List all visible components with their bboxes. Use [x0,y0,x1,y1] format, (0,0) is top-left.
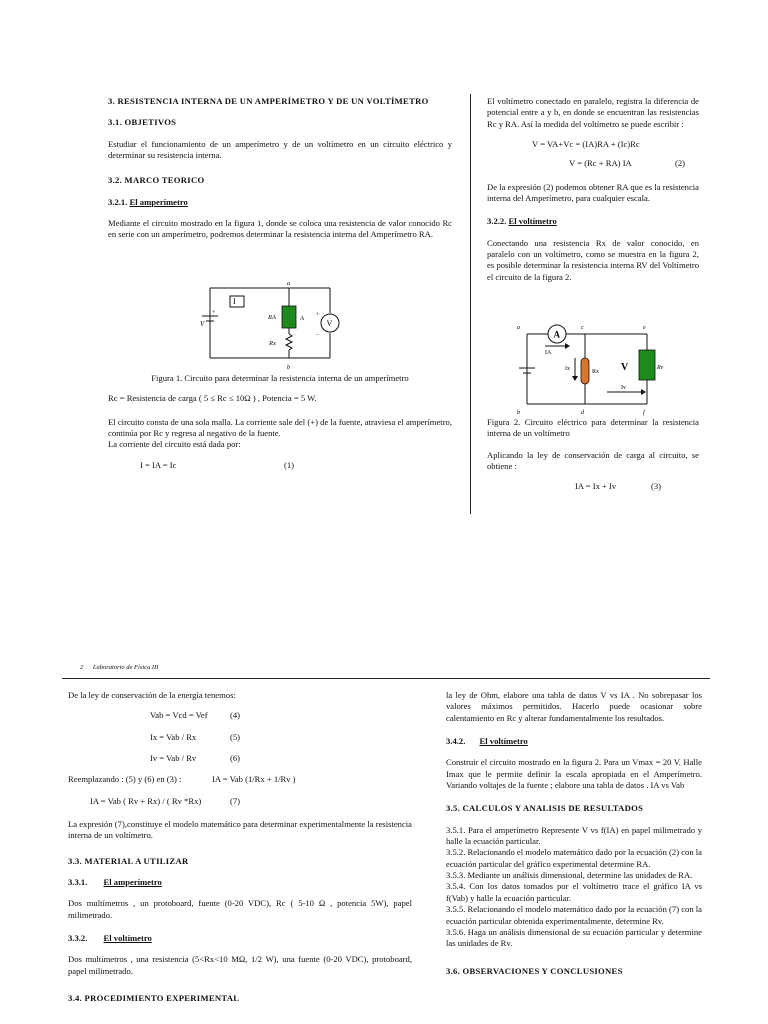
fig2-node-a: a [517,325,520,331]
heading-material-voltimetro: 3.3.2. El voltímetro [68,933,152,944]
fig1-rx-label: Rx [269,340,276,347]
figure-2-caption: Figura 2. Circuito eléctrico para determinar la resistencia interna de un voltímetro [487,417,699,439]
fig1-source-label: V [200,320,205,328]
heading-calculos: 3.5. CALCULOS Y ANALISIS DE RESULTADOS [446,803,644,814]
page-number: 2 [80,664,84,671]
paragraph-corriente: La corriente del circuito está dada por: [108,439,241,450]
paragraph-malla: El circuito consta de una sola malla. La corriente sale del (+) de la fuente, atraviesa el amperímetro, continúa por Rc y regresa al negativo de la fuente. [108,416,452,439]
heading-proc-voltimetro: 3.4.2. El voltímetro [446,736,528,747]
fig2-ix-arrow [572,376,578,381]
equation-3: IA = Ix + Iv (3) [575,481,662,492]
equation-4: Vab = Vcd = Vef (4) [150,710,241,721]
fig1-vm-minus: − [316,332,320,338]
paragraph-expresion-7: La expresión (7),constituye el modelo matemático para determinar experimentalmente la resistencia interna de un voltímetro. [68,819,412,841]
column-divider [470,94,471,514]
list-item: 3.5.5. Relacionando el modelo matemático dado por la ecuación (7) con la ecuación particular obtenida experimentalmente, determine Rv. [446,904,702,926]
paragraph-conservacion-carga: Aplicando la ley de conservación de carga al circuito, se obtiene : [487,449,699,472]
heading-amperimetro: 3.2.1. El amperímetro [108,196,188,207]
fig1-vm-plus: + [316,312,320,318]
equation-reemplazo: Reemplazando : (5) y (6) en (3) : IA = Vab (1/Rx + 1/Rv ) [68,774,296,785]
fig2-ia-label: IA [545,350,552,356]
fig1-current-label: I [233,297,236,306]
fig2-ammeter-label: A [553,329,560,340]
paragraph-material-voltimetro: Dos multímetros , una resistencia (5<Rx<10 MΩ, 1/2 W), una fuente (0-20 VDC), protoboard, papel milimetrado. [68,954,412,976]
equation-va-vc: V = VA+Vc = (IA)RA + (Ic)Rc [532,139,640,150]
figure-2-circuit [515,320,665,418]
fig1-a-label: A [300,315,304,322]
top-left-column [108,96,452,250]
fig2-node-d: d [581,410,584,416]
fig2-ix-label: Ix [565,366,570,372]
fig2-rx-resistor [581,358,589,384]
equation-5: Ix = Vab / Rx (5) [150,731,241,742]
fig2-voltmeter-label: V [621,362,629,373]
paragraph-expresion-2: De la expresión (2) podemos obtener RA que es la resistencia interna del Amperímetro, para cualquier escala. [487,181,699,204]
heading-marco-teorico: 3.2. MARCO TEORICO [108,175,205,186]
list-item: 3.5.3. Mediante un análisis dimensional, determine las unidades de RA. [446,870,693,881]
fig2-voltmeter-box [639,350,655,380]
section-title: 3. RESISTENCIA INTERNA DE UN AMPERÍMETRO Y DE UN VOLTÍMETRO [108,96,429,106]
heading-material-amperimetro: 3.3.1. El amperímetro [68,877,162,888]
heading-objetivos: 3.1. OBJETIVOS [108,117,177,128]
fig2-node-f: f [643,410,645,416]
equation-7: IA = Vab ( Rv + Rx) / ( Rv *Rx) (7) [90,795,241,806]
paragraph-amperimetro: Mediante el circuito mostrado en la figura 1, donde se coloca una resistencia de valor conocido Rc en serie con un amperímetro, podremos determinar la resistencia interna del Amperímetro RA. [108,218,452,240]
equation-6: Iv = Vab / Rv (6) [150,753,241,764]
paragraph-objetivos: Estudiar el funcionamiento de un amperímetro y de un voltímetro en un circuito eléctrico y determinar su resistencia interna. [108,138,452,161]
bottom-right-column [446,690,702,987]
heading-observaciones: 3.6. OBSERVACIONES Y CONCLUSIONES [446,965,623,976]
paragraph-voltimetro-paralelo: El voltímetro conectado en paralelo, registra la diferencia de potencial entre a y b, en donde se encuentran las resistencias Rc y RA. Así la medida del voltímetro se puede escribir : [487,96,699,129]
heading-voltimetro: 3.2.2. El voltímetro [487,216,557,227]
fig2-iv-arrow [641,389,646,395]
fig2-rv-label: Rv [657,365,664,371]
fig2-node-c: c [581,325,584,331]
top-right-column [487,96,699,292]
fig1-node-b: b [287,365,290,370]
ammeter-resistor-box [282,306,296,328]
equation-2: V = (Rc + RA) IA (2) [569,158,686,169]
fig2-iv-label: Iv [621,385,626,391]
fig2-node-b: b [517,410,520,416]
equation-1: I = IA = Ic (1) [140,459,295,470]
paragraph-rc-definition: Rc = Resistencia de carga ( 5 ≤ Rc ≤ 10Ω ) , Potencia = 5 W. [108,393,317,404]
top-right-column-cont [487,417,699,501]
fig1-node-a: a [287,281,290,287]
list-item: 3.5.6. Haga un análisis dimensional de su ecuación particular y determine las unidades de Rv. [446,926,702,949]
figure-1-circuit [196,278,352,370]
paragraph-ley-ohm: la ley de Ohm, elabore una tabla de datos V vs IA . No sobrepasar los valores máximos permitidos. Hacerlo puede ocasionar sobre calentamiento en Rc y alterar fundamentalmente los resultados. [446,690,702,723]
page-footer [80,664,158,673]
paragraph-construir: Construir el circuito mostrado en la figura 2. Para un Vmax = 20 V. Halle Imax que le permite definir la escala apropiada en el Amperímetro. Variando voltajes de la fuente ; elabore una tabla de datos . IA vs Vab [446,757,702,791]
paragraph-conservacion-energia: De la ley de conservación de la energía tenemos: [68,690,236,700]
paragraph-material-amperimetro: Dos multímetros , un protoboard, fuente (0-20 VDC), Rc ( 5-10 Ω , potencia 5W), papel milimetrado. [68,898,412,920]
paragraph-conectando: Conectando una resistencia Rx de valor conocido, en paralelo con un voltímetro, como se muestra en la figura 2, es posible determinar la resistencia interna RV del Voltímetro el circuito de la figura 2. [487,237,699,282]
heading-material: 3.3. MATERIAL A UTILIZAR [68,855,189,866]
list-item: 3.5.4. Con los datos tomados por el voltímetro trace el gráfico IA vs f(Vab) y halle la ecuación particular. [446,881,702,903]
page-separator [62,678,710,679]
figure-1-caption: Figura 1. Circuito para determinar la resistencia interna de un amperímetro [151,373,409,383]
fig1-ra-label: RA [268,314,276,321]
heading-procedimiento: 3.4. PROCEDIMIENTO EXPERIMENTAL [68,993,240,1004]
fig1-voltmeter-label: V [326,319,333,328]
footer-label: Laboratorio de Física III [92,664,159,671]
list-item: 3.5.2. Relacionando el modelo matemático dado por la ecuación (2) con la ecuación particular del gráfico experimental determine RA. [446,847,702,869]
list-item: 3.5.1. Para el amperímetro Represente V vs f(IA) en papel milimetrado y halle la ecuación particular. [446,824,702,847]
fig2-ia-arrow [565,343,570,349]
fig2-node-e: e [643,325,646,331]
fig1-plus: + [212,310,216,316]
fig2-rx-label: Rx [592,369,600,375]
top-left-column-cont [108,373,452,479]
bottom-left-column [68,690,412,1015]
